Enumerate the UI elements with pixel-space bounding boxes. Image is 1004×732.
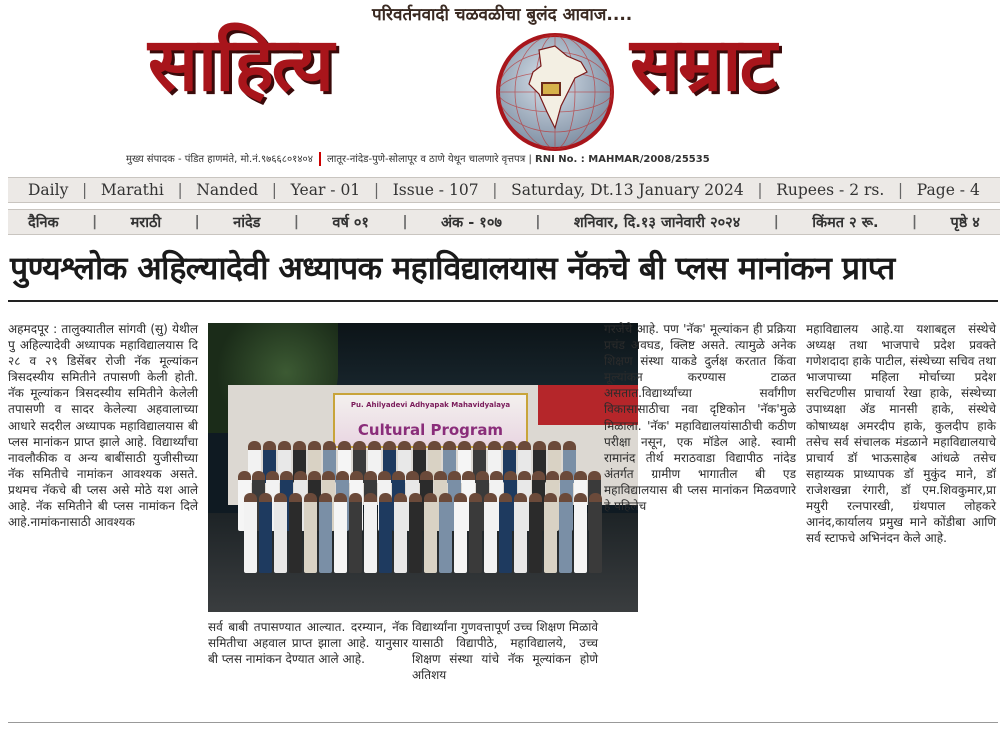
- article-column-2: सर्व बाबी तपासण्यात आल्यात. दरम्यान, नॅक समितीचा अहवाल प्राप्त झाला आहे. यानुसार बी प्लस नामांकन देण्यात आले आहे.: [208, 620, 408, 667]
- editor-info: मुख्य संपादक - पंडित हाणमंते, मो.नं.९७६६८०१४०४: [126, 154, 313, 165]
- info-date: Saturday, Dt.13 January 2024: [511, 181, 744, 199]
- masthead-title-right: सम्राट: [630, 22, 775, 108]
- article-column-5: महाविद्यालय आहे.या यशाबद्दल संस्थेचे अध्यक्ष तथा भाजपाचे प्रदेश प्रवक्ते गणेशदादा हाके पाटील, संस्थेच्या सचिव तथा भाजपाच्या महिला मोर्चाच्या प्रदेश सरचिटणीस प्राचार्या रेखा हाके, संस्थेच्या उपाध्यक्षा ॲड मानसी हाके, संस्थेचे कोषाध्यक्ष अमरदीप हाके, कुलदीप हाके तसेच सर्व संचालक मंडळाने महाविद्यालयाचे प्राचार्य डॉ भाऊसाहेब आंधळे तसेच सहाय्यक प्राध्यापक डॉ मुकुंद माने, डॉ राजेशखन्ना रंगारी, डॉ एम.शिवकुमार,प्रा मयुरी रत्नपारखी, ग्रंथपाल लोहकरे आनंद,कार्यालय प्रमुख माने कोंडीबा आणि सर्व स्टाफचे अभिनंदन केले आहे.: [806, 322, 996, 546]
- info-language-mr: मराठी: [130, 215, 162, 231]
- person-figure: [499, 493, 512, 573]
- info-page: Page - 4: [916, 181, 980, 199]
- banner-college-name: Pu. Ahilyadevi Adhyapak Mahavidyalaya: [350, 401, 511, 409]
- info-daily-mr: दैनिक: [28, 215, 59, 231]
- person-figure: [379, 493, 392, 573]
- info-year-mr: वर्ष ०१: [332, 215, 369, 231]
- info-page-mr: पृष्ठे ४: [950, 215, 980, 231]
- person-figure: [514, 493, 527, 573]
- person-figure: [334, 493, 347, 573]
- info-bar-english: Daily | Marathi | Nanded | Year - 01 | Issue - 107 | Saturday, Dt.13 January 2024 | Rupees - 2 rs. | Page - 4: [8, 177, 1000, 203]
- person-figure: [304, 493, 317, 573]
- person-figure: [484, 493, 497, 573]
- info-price: Rupees - 2 rs.: [776, 181, 885, 199]
- info-daily: Daily: [28, 181, 69, 199]
- info-city-mr: नांदेड: [233, 215, 261, 231]
- person-figure: [574, 493, 587, 573]
- person-figure: [349, 493, 362, 573]
- info-city: Nanded: [196, 181, 259, 199]
- person-figure: [244, 493, 257, 573]
- info-year: Year - 01: [290, 181, 361, 199]
- person-figure: [394, 493, 407, 573]
- person-figure: [529, 493, 542, 573]
- person-figure: [559, 493, 572, 573]
- person-figure: [439, 493, 452, 573]
- person-figure: [589, 493, 602, 573]
- person-figure: [364, 493, 377, 573]
- event-photo: [208, 323, 638, 612]
- article-column-3: विद्यार्थ्यांना गुणवत्तापूर्ण उच्च शिक्षण मिळावे यासाठी विद्यापीठे, महाविद्यालये, उच्च शिक्षण संस्था यांचे नॅक मूल्यांकन होणे अतिशय: [412, 620, 598, 683]
- masthead-title-left: साहित्य: [148, 22, 333, 108]
- distribution-info: लातूर-नांदेड-पुणे-सोलापूर व ठाणे येथून चालणारे वृत्तपत्र: [326, 154, 526, 165]
- info-language: Marathi: [100, 181, 164, 199]
- info-date-mr: शनिवार, दि.१३ जानेवारी २०२४: [573, 215, 741, 231]
- info-issue-mr: अंक - १०७: [440, 215, 502, 231]
- article-column-4: गरजेचे आहे. पण 'नॅक' मूल्यांकन ही प्रक्रिया प्रचंड अवघड, क्लिष्ट असते. त्यामुळे अनेक शिक्षण संस्था याकडे दुर्लक्ष करतात किंवा मूल्यांकन करण्यास टाळत असतात.विद्यार्थ्यांच्या सर्वांगीण विकासासाठीचा नवा दृष्टिकोन 'नॅक'मुळे मिळाला. 'नॅक' महाविद्यालयांसाठीची कठीण परीक्षा नसून, एक मॉडेल आहे. स्वामी रामानंद तीर्थ मराठवाडा विद्यापीठ नांदेड अंतर्गत ग्रामीण भागातील बी एड महाविद्यालयास बी प्लस मानांकन मिळवणारे हे पहिलेच: [604, 322, 796, 514]
- person-figure: [409, 493, 422, 573]
- masthead-tagline: परिवर्तनवादी चळवळीचा बुलंद आवाज....: [372, 5, 633, 25]
- bottom-divider: [8, 722, 998, 723]
- person-figure: [289, 493, 302, 573]
- rni-number: RNI No. : MAHMAR/2008/25535: [535, 154, 710, 165]
- article-column-1: अहमदपूर : तालुक्यातील सांगवी (सु) येथील पु अहिल्यादेवी अध्यापक महाविद्यालयास दि २८ व २९ डिसेंबर रोजी नॅक मूल्यांकन त्रिसदस्यीय समितीने तपासणी केली होती. नॅक मूल्यांकन त्रिसदस्यीय समितीने केलेली तपासणी व सादर केलेल्या अहवालाच्या आधारे सदरील अध्यापक महाविद्यालयास बी प्लस मानांकन प्राप्त झाले आहे. विद्यार्थ्यांचा नावलौकीक व अन्य बाबींसाठी युजीसीच्या नॅक समितीचे नामांकन आवश्यक असते. प्रथमच नॅकचे बी प्लस असे मोठे यश आले आहे. नॅक समितीने बी प्लस नामांकन दिले आहे.नामांकनासाठी आवश्यक: [8, 322, 198, 530]
- headline-divider: [8, 300, 998, 302]
- person-figure: [274, 493, 287, 573]
- info-issue: Issue - 107: [392, 181, 479, 199]
- person-figure: [454, 493, 467, 573]
- person-figure: [424, 493, 437, 573]
- india-globe-icon: [495, 32, 615, 152]
- person-figure: [544, 493, 557, 573]
- masthead-editor-line: मुख्य संपादक - पंडित हाणमंते, मो.नं.९७६६८०१४०४ लातूर-नांदेड-पुणे-सोलापूर व ठाणे येथून चालणारे वृत्तपत्र | RNI No. : MAHMAR/2008/25535: [126, 154, 710, 165]
- person-figure: [259, 493, 272, 573]
- person-figure: [469, 493, 482, 573]
- cultural-program-banner: [333, 393, 528, 448]
- banner-title: Cultural Program: [357, 421, 504, 439]
- info-bar-marathi: दैनिक | मराठी | नांदेड | वर्ष ०१ | अंक - १०७ | शनिवार, दि.१३ जानेवारी २०२४ | किंमत २ रू. | पृष्ठे ४: [8, 209, 1000, 235]
- article-headline: पुण्यश्लोक अहिल्यादेवी अध्यापक महाविद्यालयास नॅकचे बी प्लस मानांकन प्राप्त: [10, 249, 895, 287]
- person-figure: [319, 493, 332, 573]
- info-price-mr: किंमत २ रू.: [812, 215, 879, 231]
